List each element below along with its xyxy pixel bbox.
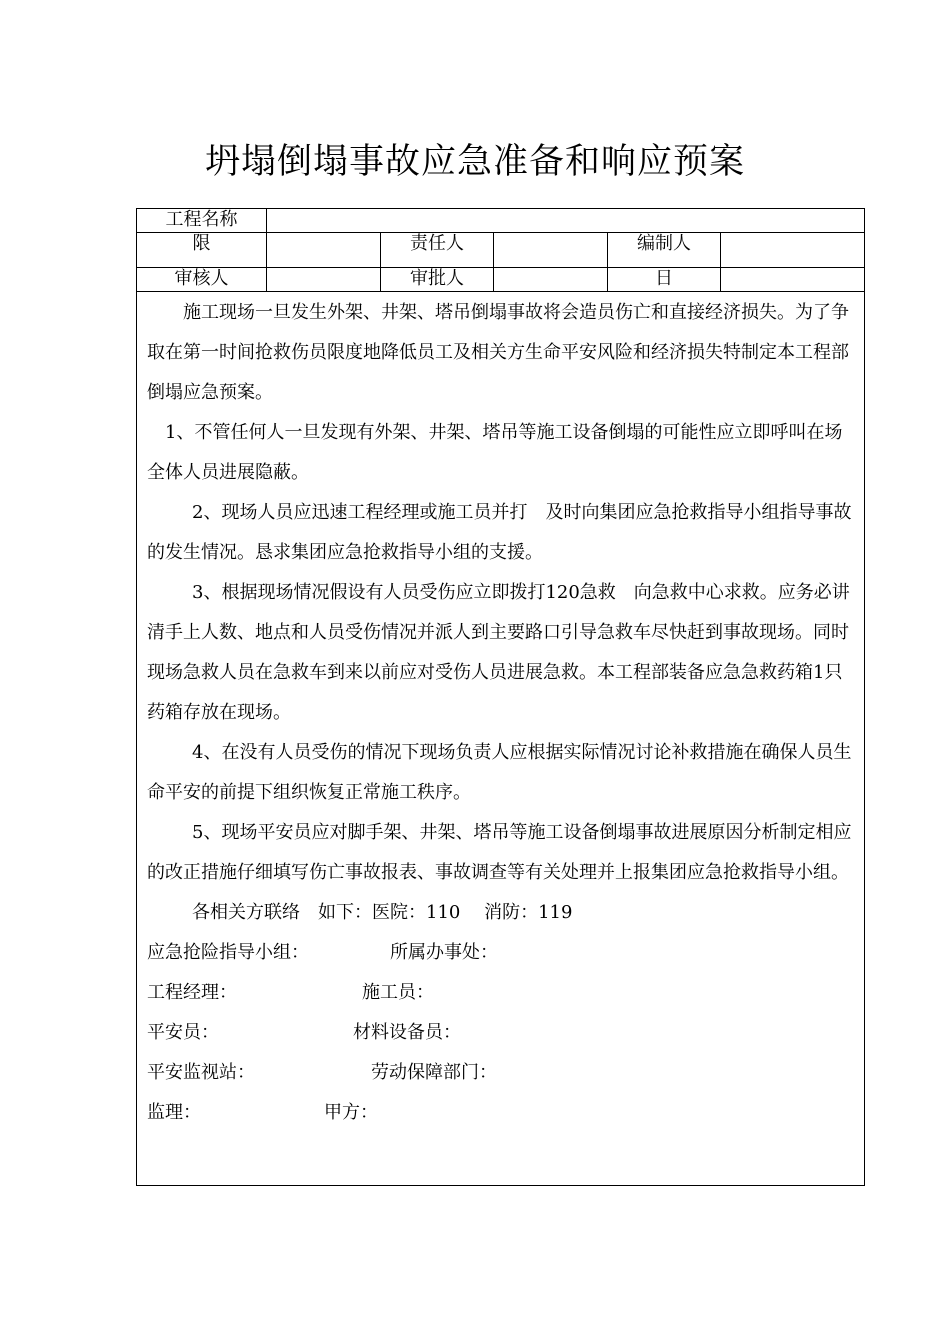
supervisor-label: 监理： <box>147 1102 201 1123</box>
item-5: 5、现场平安员应对脚手架、井架、塔吊等施工设备倒塌事故进展原因分析制定相应的改正措施仔细填写伤亡事故报表、事故调查等有关处理并上报集团应急抢救指导小组。 <box>147 822 852 883</box>
author-value[interactable] <box>721 233 864 267</box>
responsible-value[interactable] <box>494 233 608 267</box>
contact-line-2 <box>147 973 857 1013</box>
item-2: 2、现场人员应迅速工程经理或施工员并打 及时向集团应急抢救指导小组指导事故的发生情况。恳求集团应急抢救指导小组的支援。 <box>147 502 852 563</box>
reviewer-label: 审核人 <box>137 268 267 291</box>
safety-officer-label: 平安员： <box>147 1022 219 1043</box>
contact-line-1 <box>147 933 857 973</box>
contact-line-3 <box>147 1013 857 1053</box>
item-4: 4、在没有人员受伤的情况下现场负责人应根据实际情况讨论补救措施在确保人员生命平安的前提下组织恢复正常施工秩序。 <box>147 742 852 803</box>
project-name-value[interactable] <box>267 209 864 232</box>
date-label: 日 <box>608 268 721 291</box>
office-label: 所属办事处： <box>390 942 498 963</box>
responsible-label: 责任人 <box>381 233 494 267</box>
constructor-label: 施工员： <box>362 982 434 1003</box>
plan-body <box>147 293 857 1133</box>
emergency-group-label: 应急抢险指导小组： <box>147 942 309 963</box>
contacts-intro: 各相关方联络 如下：医院：110 消防：119 <box>192 902 573 923</box>
item-1: 1、不管任何人一旦发现有外架、井架、塔吊等施工设备倒塌的可能性应立即呼叫在场全体人员进展隐蔽。 <box>147 422 843 483</box>
contact-line-5 <box>147 1093 857 1133</box>
table-row-period <box>137 233 864 268</box>
table-row-project <box>137 209 864 233</box>
project-manager-label: 工程经理： <box>147 982 237 1003</box>
item-3: 3、根据现场情况假设有人员受伤应立即拨打120急救 向急救中心求救。应务必讲清手上人数、地点和人员受伤情况并派人到主要路口引导急救车尽快赶到事故现场。同时现场急救人员在急救车到来以前应对受伤人员进展急救。本工程部装备应急急救药箱1只药箱存放在现场。 <box>147 582 850 723</box>
plan-table <box>136 208 865 1186</box>
approver-value[interactable] <box>494 268 608 291</box>
safety-station-label: 平安监视站： <box>147 1062 255 1083</box>
material-officer-label: 材料设备员： <box>353 1022 461 1043</box>
project-name-label: 工程名称 <box>137 209 267 232</box>
author-label: 编制人 <box>608 233 721 267</box>
approver-label: 审批人 <box>381 268 494 291</box>
contact-line-4 <box>147 1053 857 1093</box>
intro-paragraph: 施工现场一旦发生外架、井架、塔吊倒塌事故将会造员伤亡和直接经济损失。为了争取在第一时间抢救伤员限度地降低员工及相关方生命平安风险和经济损失特制定本工程部倒塌应急预案。 <box>147 302 849 403</box>
document-title: 坍塌倒塌事故应急准备和响应预案 <box>204 142 745 182</box>
reviewer-value[interactable] <box>267 268 381 291</box>
client-label: 甲方： <box>324 1102 378 1123</box>
period-value[interactable] <box>267 233 381 267</box>
period-label: 限 <box>137 233 267 267</box>
table-row-review <box>137 268 864 292</box>
date-value[interactable] <box>721 268 864 291</box>
labor-dept-label: 劳动保障部门： <box>371 1062 497 1083</box>
